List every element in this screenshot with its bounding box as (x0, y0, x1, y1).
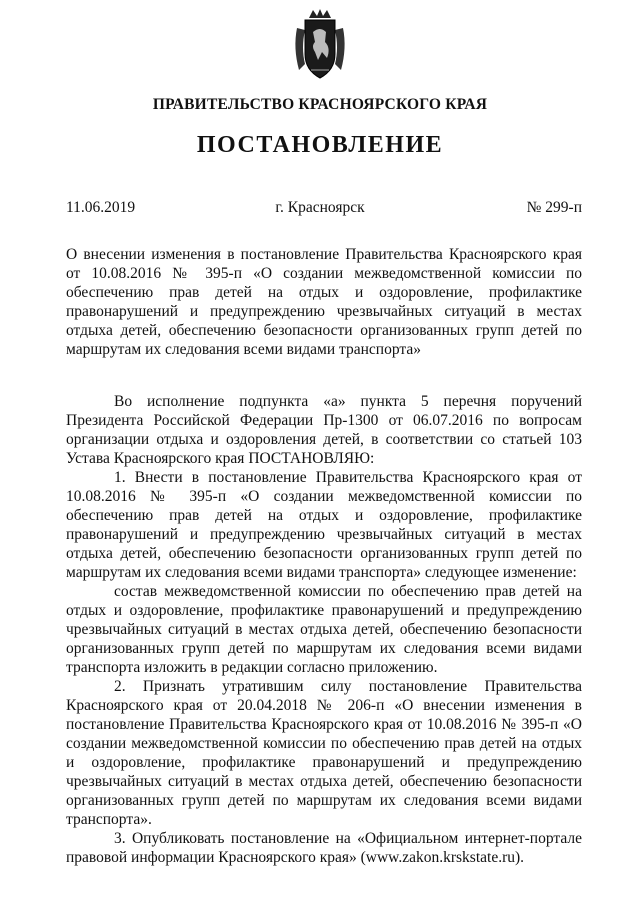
document-subject: О внесении изменения в постановление Правительства Красноярского края от 10.08.2016 № 395-п «О создании межведомственной комиссии по обеспечению прав детей на отдых и оздоровление, профилактике правонарушений и предупреждению чрезвычайных ситуаций в местах отдыха детей, обеспечению безопасности организованных групп детей по маршрутам их следования всеми видами транспорта» (66, 246, 582, 358)
paragraph-2: 2. Признать утратившим силу постановление Правительства Красноярского края от 20.04.2018 № 206-п «О внесении изменения в постановление Правительства Красноярского края от 10.08.2016 № 395-п «О создании межведомственной комиссии по обеспечению прав детей на отдых и оздоровление, профилактике правонарушений и предупреждению чрезвычайных ситуаций в местах отдыха детей, обеспечению безопасности организованных групп детей по маршрутам их следования всеми видами транспорта». (66, 678, 582, 828)
document-city: г. Красноярск (275, 199, 365, 216)
document-body (66, 392, 582, 867)
intro-paragraph: Во исполнение подпункта «а» пункта 5 перечня поручений Президента Российской Федерации Пр-1300 от 06.07.2016 по вопросам организации отдыха и оздоровления детей, в соответствии со статьей 103 Устава Красноярского края ПОСТАНОВЛЯЮ: (66, 393, 582, 467)
government-title: ПРАВИТЕЛЬСТВО КРАСНОЯРСКОГО КРАЯ (152, 96, 488, 113)
paragraph-3: 3. Опубликовать постановление на «Официальном интернет-портале правовой информации Красноярского края» (www.zakon.krskstate.ru). (66, 830, 582, 866)
coat-of-arms-icon (291, 8, 349, 82)
document-date: 11.06.2019 (66, 199, 136, 216)
paragraph-1: 1. Внести в постановление Правительства Красноярского края от 10.08.2016 № 395-п «О создании межведомственной комиссии по обеспечению прав детей на отдых и оздоровление, профилактике правонарушений и предупреждению чрезвычайных ситуаций в местах отдыха детей, обеспечению безопасности организованных групп детей по маршрутам их следования всеми видами транспорта» следующее изменение: (66, 469, 582, 581)
document-type: ПОСТАНОВЛЕНИЕ (196, 132, 444, 158)
document-number: № 299-п (526, 199, 582, 216)
paragraph-1-amendment: состав межведомственной комиссии по обеспечению прав детей на отдых и оздоровление, профилактике правонарушений и предупреждению чрезвычайных ситуаций в местах отдыха детей, обеспечению безопасности организованных групп детей по маршрутам их следования всеми видами транспорта изложить в редакции согласно приложению. (66, 583, 582, 676)
